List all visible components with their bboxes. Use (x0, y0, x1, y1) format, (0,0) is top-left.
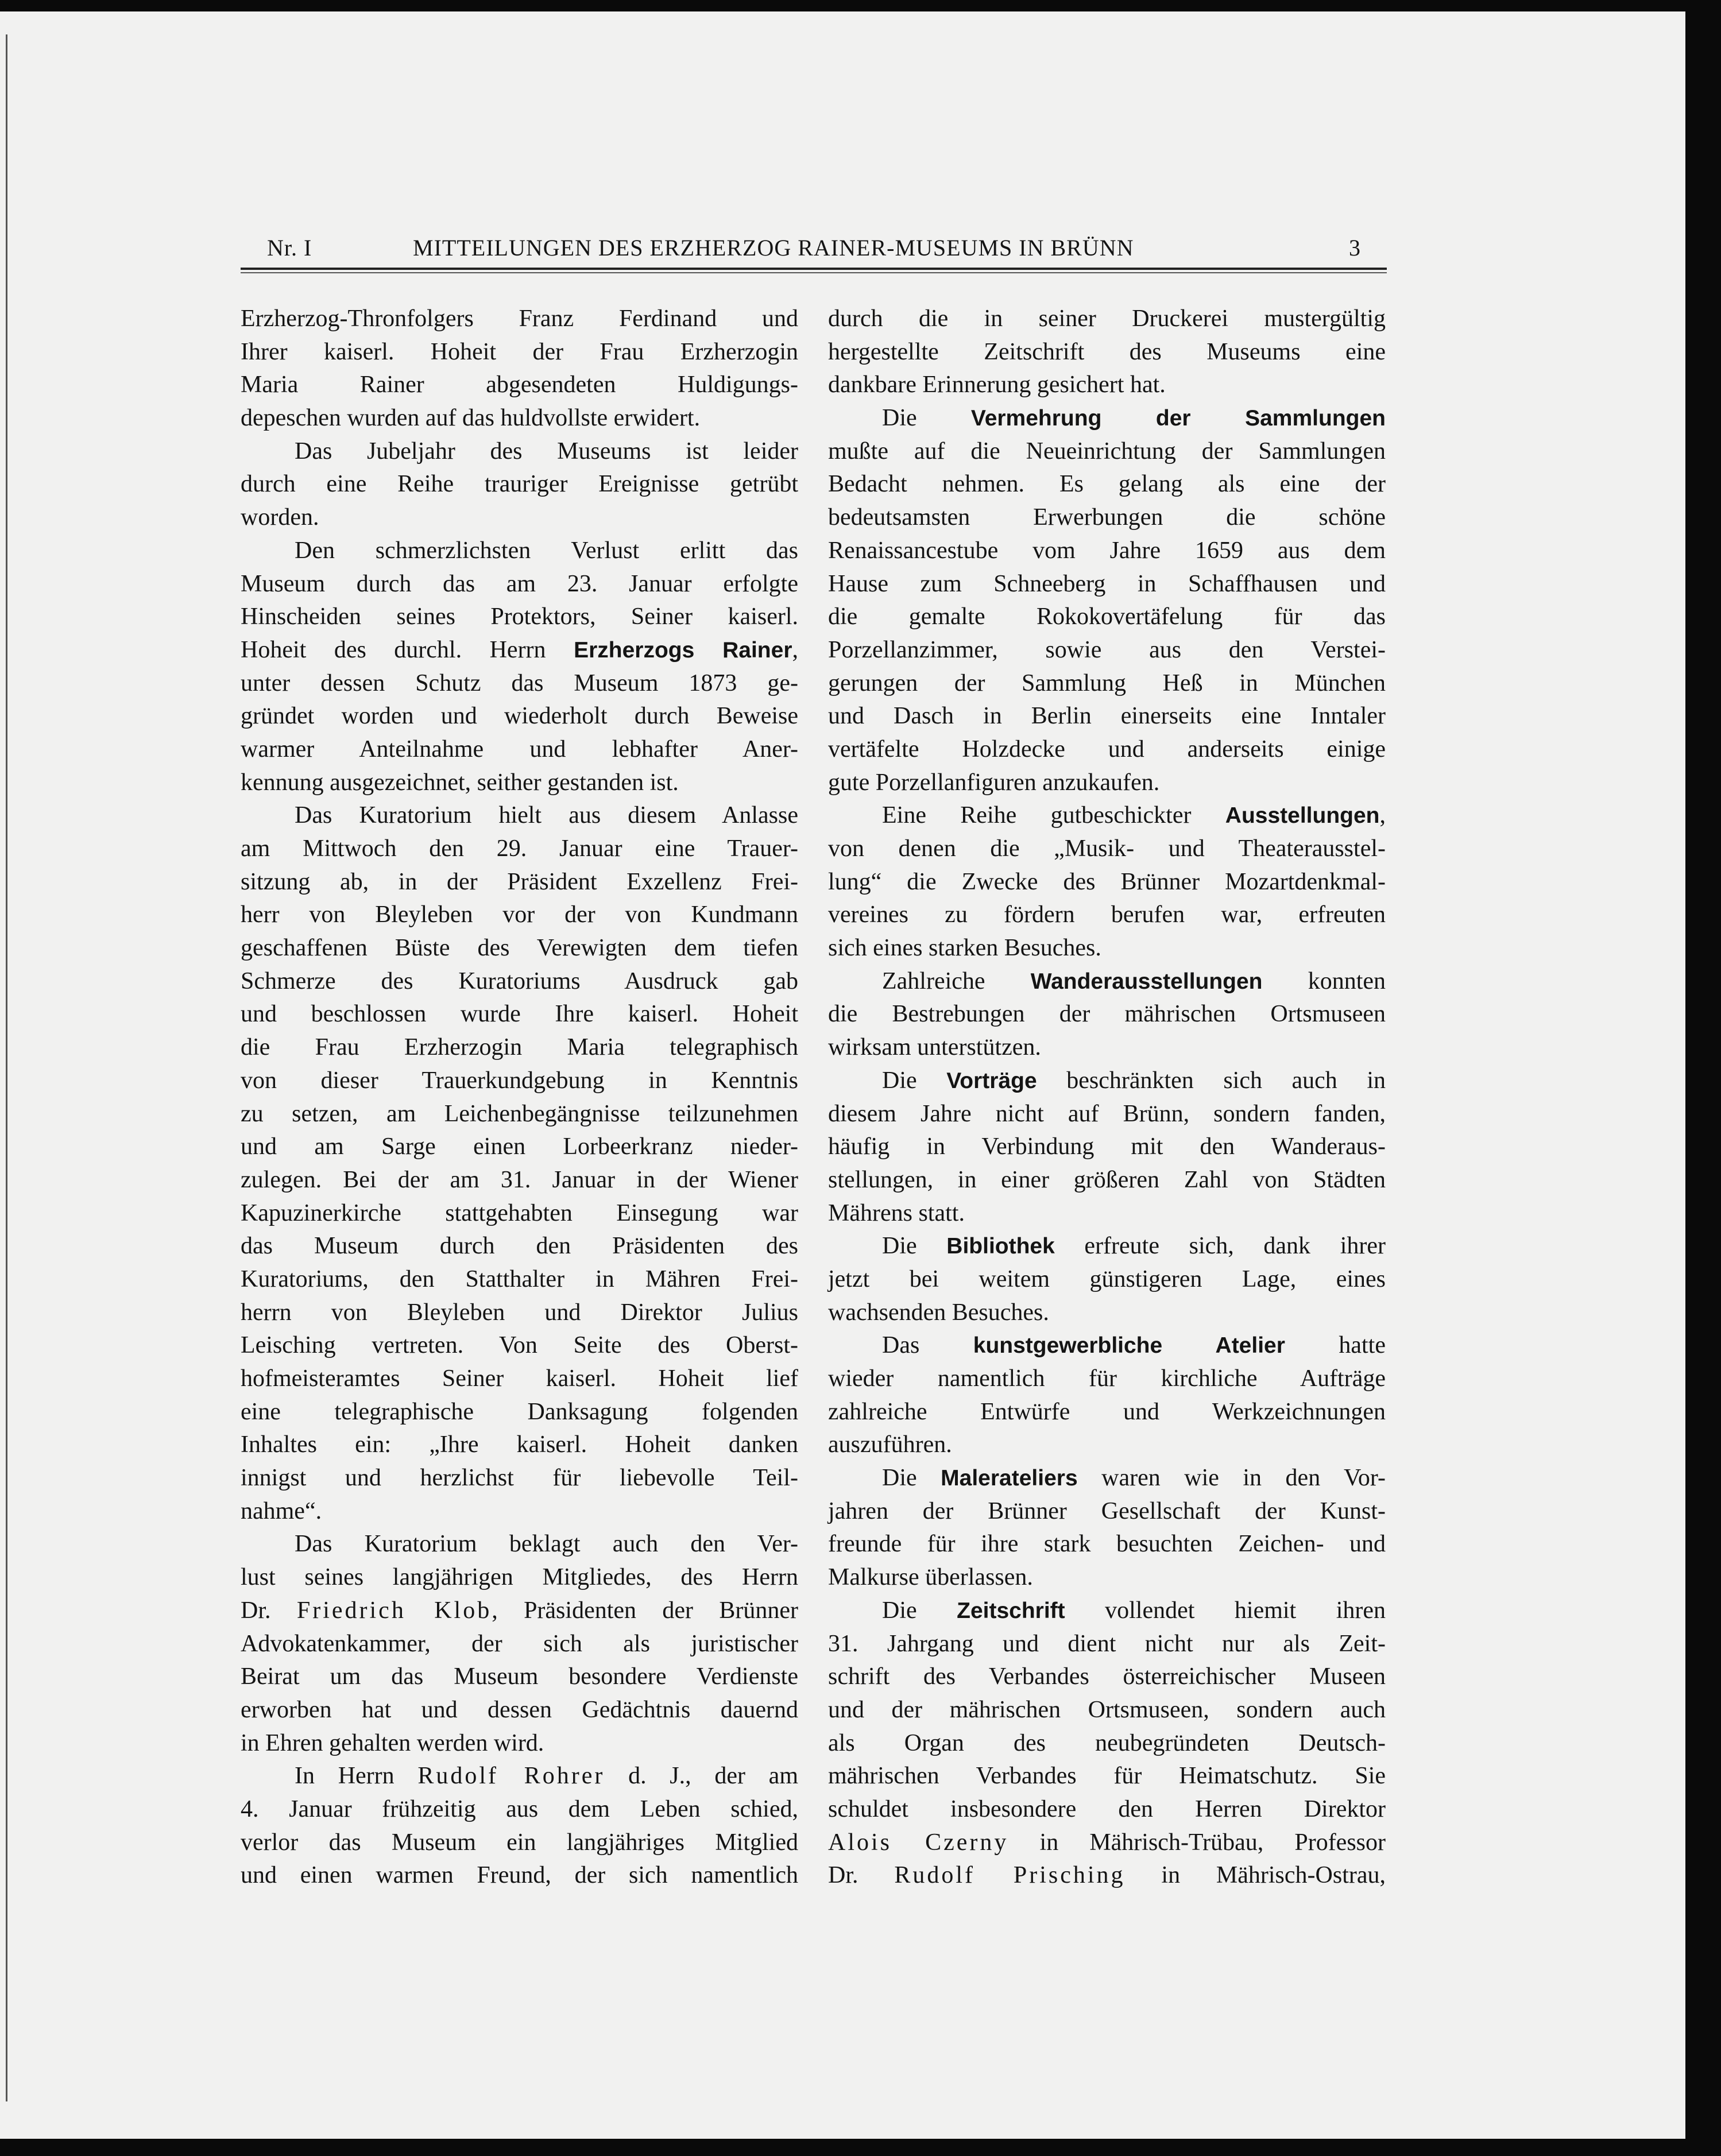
text-line (828, 1230, 1386, 1263)
text-line (241, 1594, 798, 1628)
paragraph (241, 1528, 798, 1760)
text-run: in Mährisch-Trübau, Professor (1008, 1829, 1386, 1856)
paragraph (828, 1329, 1386, 1462)
spaced-name-run: Alois Czerny (828, 1829, 1009, 1856)
text-line: Museum durch das am 23. Januar erfolgte (241, 570, 798, 597)
text-line: die Frau Erzherzogin Maria telegraphisch (241, 1034, 798, 1061)
text-line: häufig in Verbindung mit den Wanderaus- (828, 1133, 1386, 1160)
text-line: hofmeisteramtes Seiner kaiserl. Hoheit lief (241, 1365, 798, 1392)
text-line: vereines zu fördern berufen war, erfreuten (828, 901, 1386, 928)
paragraph (828, 402, 1386, 799)
text-line: mußte auf die Neueinrichtung der Sammlungen (828, 438, 1386, 465)
text-line (828, 1329, 1386, 1363)
spaced-name-run: Friedrich Klob (296, 1597, 492, 1624)
text-line: Erzherzog-Thronfolgers Franz Ferdinand und (241, 305, 798, 332)
text-line (828, 1462, 1386, 1495)
text-line: Das Kuratorium hielt aus diesem Anlasse (295, 802, 798, 829)
paragraph (241, 435, 798, 535)
text-line (828, 1826, 1386, 1860)
text-run: Das (882, 1332, 973, 1359)
bold-heading-run: Erzherzogs Rainer (574, 637, 792, 663)
text-line: diesem Jahre nicht auf Brünn, sondern fanden, (828, 1100, 1386, 1127)
paragraph (241, 1760, 798, 1892)
text-line: freunde für ihre stark besuchten Zeichen- und (828, 1531, 1386, 1558)
paragraph (828, 965, 1386, 1065)
text-line (828, 402, 1386, 435)
text-run: hatte (1285, 1332, 1386, 1359)
scan-border-left (6, 34, 7, 2101)
text-line: von denen die „Musik- und Theaterausstel- (828, 835, 1386, 862)
text-line: Renaissancestube vom Jahre 1659 aus dem (828, 537, 1386, 564)
text-line: herr von Bleyleben vor der von Kundmann (241, 901, 798, 928)
text-line: wachsenden Besuches. (828, 1299, 1049, 1326)
text-line: Bedacht nehmen. Es gelang als eine der (828, 471, 1386, 498)
text-line: Kapuzinerkirche stattgehabten Einsegung war (241, 1199, 798, 1226)
bold-heading-run: Malerateliers (941, 1466, 1078, 1491)
paragraph (241, 799, 798, 1528)
paragraph (828, 1230, 1386, 1329)
text-run: Hoheit des durchl. Herrn (241, 636, 574, 663)
text-line: bedeutsamsten Erwerbungen die schöne (828, 504, 1386, 531)
text-line: Mährens statt. (828, 1199, 965, 1226)
text-line: Beirat um das Museum besondere Verdienste (241, 1663, 798, 1690)
text-line: sich eines starken Besuches. (828, 935, 1101, 962)
text-line: sitzung ab, in der Präsident Exzellenz Frei- (241, 868, 798, 895)
text-line (828, 1594, 1386, 1628)
text-line: herrn von Bleyleben und Direktor Julius (241, 1299, 798, 1326)
spaced-name-run: Rudolf Rohrer (417, 1763, 605, 1790)
scan-border-bottom (0, 2139, 1721, 2156)
text-run: Die (882, 1067, 947, 1094)
text-run: Zahlreiche (882, 967, 1031, 994)
text-line: auszuführen. (828, 1431, 952, 1458)
text-line: Das Jubeljahr des Museums ist leider (295, 438, 798, 465)
text-line: Ihrer kaiserl. Hoheit der Frau Erzherzogin (241, 338, 798, 365)
text-line: dankbare Erinnerung gesichert hat. (828, 371, 1166, 398)
text-line: lust seines langjährigen Mitgliedes, des Herrn (241, 1564, 798, 1591)
text-line: wieder namentlich für kirchliche Aufträge (828, 1365, 1386, 1392)
text-line: gerungen der Sammlung Heß in München (828, 669, 1386, 696)
text-line: Das Kuratorium beklagt auch den Ver- (295, 1531, 798, 1558)
text-line: kennung ausgezeichnet, seither gestanden ist. (241, 769, 679, 796)
text-line: Porzellanzimmer, sowie aus den Verstei- (828, 636, 1386, 663)
issue-number: Nr. I (267, 235, 312, 261)
text-line (241, 634, 798, 667)
running-header (241, 234, 1387, 269)
text-line: innigst und herzlichst für liebevolle Teil- (241, 1465, 798, 1492)
text-line: als Organ des neubegründeten Deutsch- (828, 1729, 1386, 1756)
paragraph (241, 303, 798, 435)
text-line: unter dessen Schutz das Museum 1873 ge- (241, 669, 798, 696)
header-rule (241, 268, 1387, 270)
text-run: in Mährisch-Ostrau, (1125, 1862, 1386, 1889)
bold-heading-run: kunstgewerbliche Atelier (973, 1333, 1285, 1358)
scan-border-top (0, 0, 1721, 11)
header-rule-thin (241, 272, 1387, 273)
scan-border-right (1685, 0, 1721, 2156)
text-run: Die (882, 1233, 947, 1260)
text-line: jahren der Brünner Gesellschaft der Kunst- (828, 1497, 1386, 1524)
text-run: Die (882, 405, 971, 432)
text-line: durch die in seiner Druckerei mustergültig (828, 305, 1386, 332)
text-line: warmer Anteilnahme und lebhafter Aner- (241, 736, 798, 762)
text-line: vertäfelte Holzdecke und anderseits einige (828, 736, 1386, 762)
text-line: gute Porzellanfiguren anzukaufen. (828, 769, 1160, 796)
text-line: lung“ die Zwecke des Brünner Mozartdenkmal- (828, 868, 1386, 895)
text-line (828, 799, 1386, 833)
text-line: Malkurse überlassen. (828, 1564, 1033, 1591)
text-line: geschaffenen Büste des Verewigten dem tiefen (241, 935, 798, 962)
text-line: Hause zum Schneeberg in Schaffhausen und (828, 570, 1386, 597)
bold-heading-run: Vorträge (946, 1068, 1037, 1093)
text-run: , (792, 636, 798, 663)
text-line: 31. Jahrgang und dient nicht nur als Zeit- (828, 1630, 1386, 1657)
text-line (241, 1760, 798, 1793)
text-run: vollendet hiemit ihren (1065, 1597, 1386, 1624)
text-line: zulegen. Bei der am 31. Januar in der Wiener (241, 1166, 798, 1193)
text-line: schrift des Verbandes österreichischer Museen (828, 1663, 1386, 1690)
paragraph (828, 799, 1386, 965)
bold-heading-run: Wanderausstellungen (1030, 969, 1263, 994)
text-line: und Dasch in Berlin einerseits eine Inntaler (828, 703, 1386, 730)
journal-title: MITTEILUNGEN DES ERZHERZOG RAINER-MUSEUMS IN BRÜNN (413, 235, 1134, 261)
text-line: mährischen Verbandes für Heimatschutz. Sie (828, 1763, 1386, 1790)
text-run: beschränkten sich auch in (1037, 1067, 1386, 1094)
text-line: depeschen wurden auf das huldvollste erwidert. (241, 405, 701, 432)
text-line: die gemalte Rokokovertäfelung für das (828, 603, 1386, 630)
spaced-name-run: Rudolf Prisching (894, 1862, 1126, 1889)
text-run: Die (882, 1597, 957, 1624)
text-line: stellungen, in einer größeren Zahl von Städten (828, 1166, 1386, 1193)
paragraph (828, 1065, 1386, 1230)
text-run: konnten (1262, 967, 1386, 994)
text-line: am Mittwoch den 29. Januar eine Trauer- (241, 835, 798, 862)
text-line: von dieser Trauerkundgebung in Kenntnis (241, 1067, 798, 1094)
text-line: eine telegraphische Danksagung folgenden (241, 1398, 798, 1425)
text-run: waren wie in den Vor- (1077, 1465, 1386, 1492)
text-line: Schmerze des Kuratoriums Ausdruck gab (241, 967, 798, 994)
bold-heading-run: Ausstellungen (1225, 803, 1380, 829)
text-run: , (1379, 802, 1386, 829)
text-line: und beschlossen wurde Ihre kaiserl. Hoheit (241, 1001, 798, 1028)
text-line: Kuratoriums, den Statthalter in Mähren Frei- (241, 1265, 798, 1292)
paragraph (828, 303, 1386, 402)
text-line: worden. (241, 504, 319, 531)
text-line: in Ehren gehalten werden wird. (241, 1729, 544, 1756)
text-line: zahlreiche Entwürfe und Werkzeichnungen (828, 1398, 1386, 1425)
text-line: nahme“. (241, 1497, 322, 1524)
text-run: , Präsidenten der Brünner (492, 1597, 799, 1624)
text-column-right (828, 303, 1386, 1892)
text-line: und einen warmen Freund, der sich namentlich (241, 1862, 798, 1889)
text-line (828, 1859, 1386, 1892)
text-line: Advokatenkammer, der sich als juristischer (241, 1630, 798, 1657)
text-line (828, 965, 1386, 998)
bold-heading-run: Bibliothek (946, 1234, 1055, 1259)
text-line: erworben hat und dessen Gedächtnis dauernd (241, 1696, 798, 1723)
paragraph (241, 535, 798, 800)
text-line: durch eine Reihe trauriger Ereignisse getrübt (241, 471, 798, 498)
text-line: zu setzen, am Leichenbegängnisse teilzunehmen (241, 1100, 798, 1127)
text-line: das Museum durch den Präsidenten des (241, 1233, 798, 1260)
text-column-left (241, 303, 798, 1892)
text-run: d. J., der am (605, 1763, 798, 1790)
text-run: Die (882, 1465, 941, 1492)
paragraph (828, 1462, 1386, 1594)
text-run: Eine Reihe gutbeschickter (882, 802, 1225, 829)
text-line: 4. Januar frühzeitig aus dem Leben schied, (241, 1795, 798, 1822)
text-run: In Herrn (295, 1763, 418, 1790)
text-line: wirksam unterstützen. (828, 1034, 1041, 1061)
text-line: und am Sarge einen Lorbeerkranz nieder- (241, 1133, 798, 1160)
text-run: Dr. (828, 1862, 895, 1889)
text-line: die Bestrebungen der mährischen Ortsmuseen (828, 1001, 1386, 1028)
bold-heading-run: Zeitschrift (957, 1598, 1065, 1623)
text-line: Inhaltes ein: „Ihre kaiserl. Hoheit danken (241, 1431, 798, 1458)
text-line (828, 1065, 1386, 1098)
text-line: verlor das Museum ein langjähriges Mitglied (241, 1829, 798, 1856)
text-line: gründet worden und wiederholt durch Beweise (241, 703, 798, 730)
text-line: Leisching vertreten. Von Seite des Oberst- (241, 1332, 798, 1359)
text-line: Maria Rainer abgesendeten Huldigungs- (241, 371, 798, 398)
text-line: schuldet insbesondere den Herren Direktor (828, 1795, 1386, 1822)
text-line: Hinscheiden seines Protektors, Seiner kaiserl. (241, 603, 798, 630)
text-line: jetzt bei weitem günstigeren Lage, eines (828, 1265, 1386, 1292)
text-run: erfreute sich, dank ihrer (1054, 1233, 1386, 1260)
page-number: 3 (1349, 235, 1361, 261)
text-line: Den schmerzlichsten Verlust erlitt das (295, 537, 798, 564)
bold-heading-run: Vermehrung der Sammlungen (970, 406, 1386, 431)
paragraph (828, 1594, 1386, 1892)
text-line: hergestellte Zeitschrift des Museums eine (828, 338, 1386, 365)
text-line: und der mährischen Ortsmuseen, sondern auch (828, 1696, 1386, 1723)
text-run: Dr. (241, 1597, 297, 1624)
